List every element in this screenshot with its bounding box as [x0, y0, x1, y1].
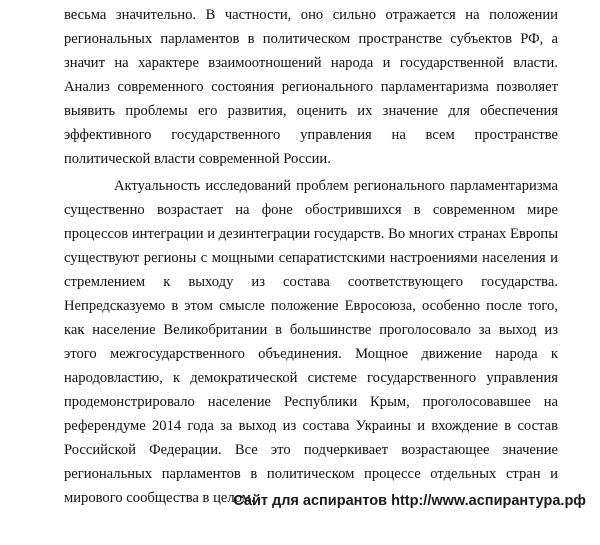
paragraph-last-line: мирового сообщества в целом. — [64, 490, 255, 506]
text-line: продемонстрировало население Республики Крым, проголосовавшее на — [64, 394, 558, 410]
text-line: выявить проблемы его развития, оценить их значение для обеспечения — [64, 103, 558, 119]
text-line: весьма значительно. В частности, оно сильно отражается на положении — [64, 7, 558, 23]
text-line: процессов интеграции и дезинтеграции государств. Во многих странах Европы — [64, 226, 558, 242]
text-line: эффективного государственного управления на всем пространстве — [64, 127, 558, 143]
text-line: существенно возрастает на фоне обострившихся в современном мире — [64, 202, 558, 218]
text-line: значит на характере взаимоотношений народа и государственной власти. — [64, 55, 558, 71]
text-line: существуют регионы с мощными сепаратистскими настроениями населения и — [64, 250, 558, 266]
text-line: Российской Федерации. Все это подчеркивает возрастающее значение — [64, 442, 558, 458]
paragraph-first-line: Актуальность исследований проблем регионального парламентаризма — [114, 178, 558, 194]
site-watermark: Сайт для аспирантов http://www.аспирантура.рф — [233, 493, 586, 509]
text-line: референдуме 2014 года за выход из состава Украины и вхождение в состав — [64, 418, 558, 434]
text-line: как население Великобритании в большинстве проголосовало за выход из — [64, 322, 558, 338]
text-line: региональных парламентов в политическом пространстве субъектов РФ, а — [64, 31, 558, 47]
paragraph-last-line: политической власти современной России. — [64, 151, 331, 167]
text-line: Анализ современного состояния регионального парламентаризма позволяет — [64, 79, 558, 95]
text-line: стремлением к выходу из состава соответствующего государства. — [64, 274, 558, 290]
text-line: региональных парламентов в политическом процессе отдельных стран и — [64, 466, 558, 482]
text-line: Непредсказуемо в этом смысле положение Евросоюза, особенно после того, — [64, 298, 558, 314]
text-line: народовластию, к демократической системе государственного управления — [64, 370, 558, 386]
text-line: этого межгосударственного объединения. Мощное движение народа к — [64, 346, 558, 362]
